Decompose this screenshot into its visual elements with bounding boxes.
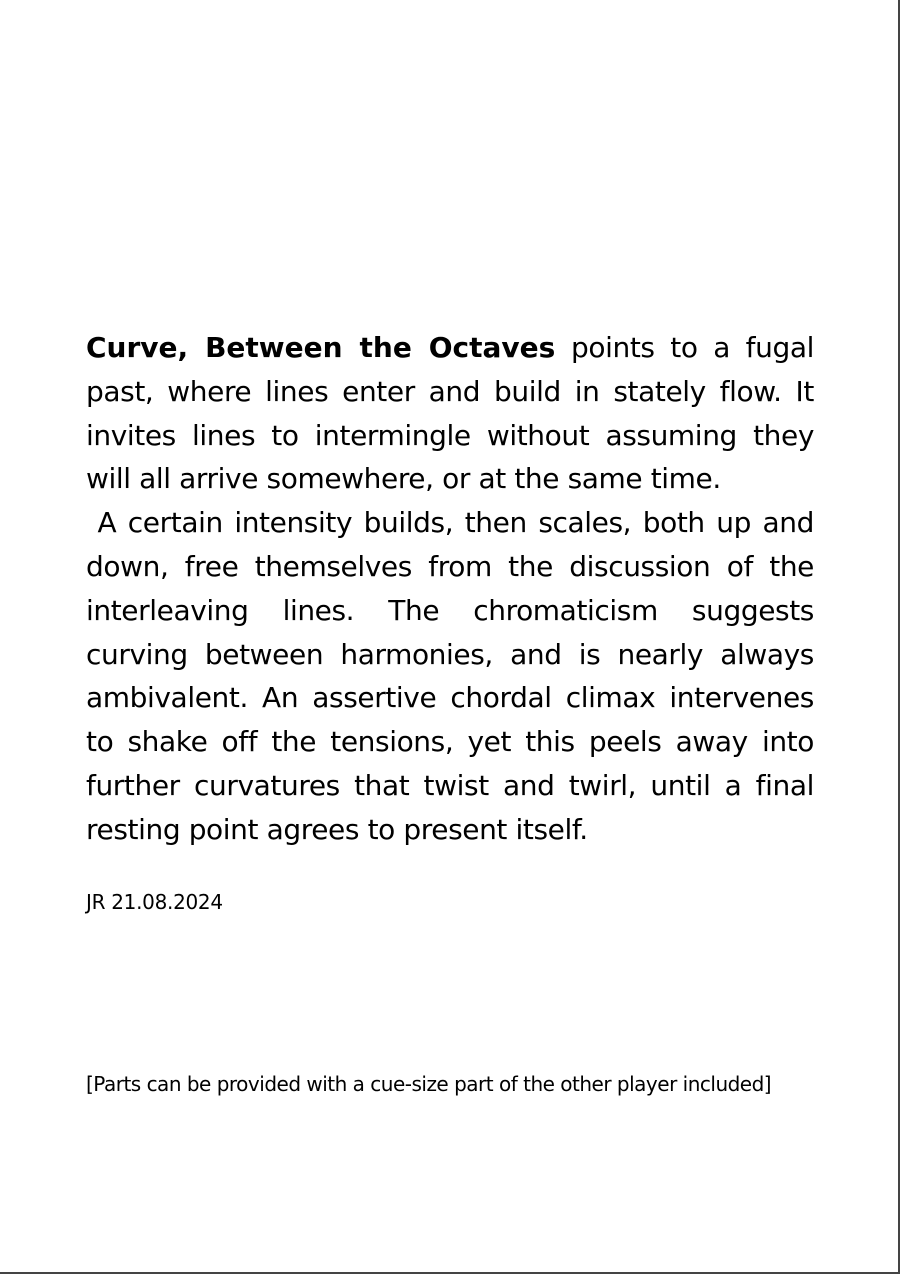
parts-note: [Parts can be provided with a cue-size part of the other player included]	[86, 1072, 772, 1096]
paragraph-1	[86, 326, 814, 501]
paragraph-1-text: points to a fugal past, where lines enter and build in stately flow. It invites lines to intermingle without assuming they will all arrive somewhere, or at the same time.	[86, 331, 814, 496]
paragraph-2: A certain intensity builds, then scales, both up and down, free themselves from the discussion of the interleaving lines. The chromaticism suggests curving between harmonies, and is nearly always ambivalent. An assertive chordal climax intervenes to shake off the tensions, yet this peels away into further curvatures that twist and twirl, until a final resting point agrees to present itself.	[86, 506, 814, 846]
signature-date: JR 21.08.2024	[86, 890, 223, 914]
piece-title: Curve, Between the Octaves	[86, 331, 556, 364]
programme-note	[86, 326, 814, 852]
